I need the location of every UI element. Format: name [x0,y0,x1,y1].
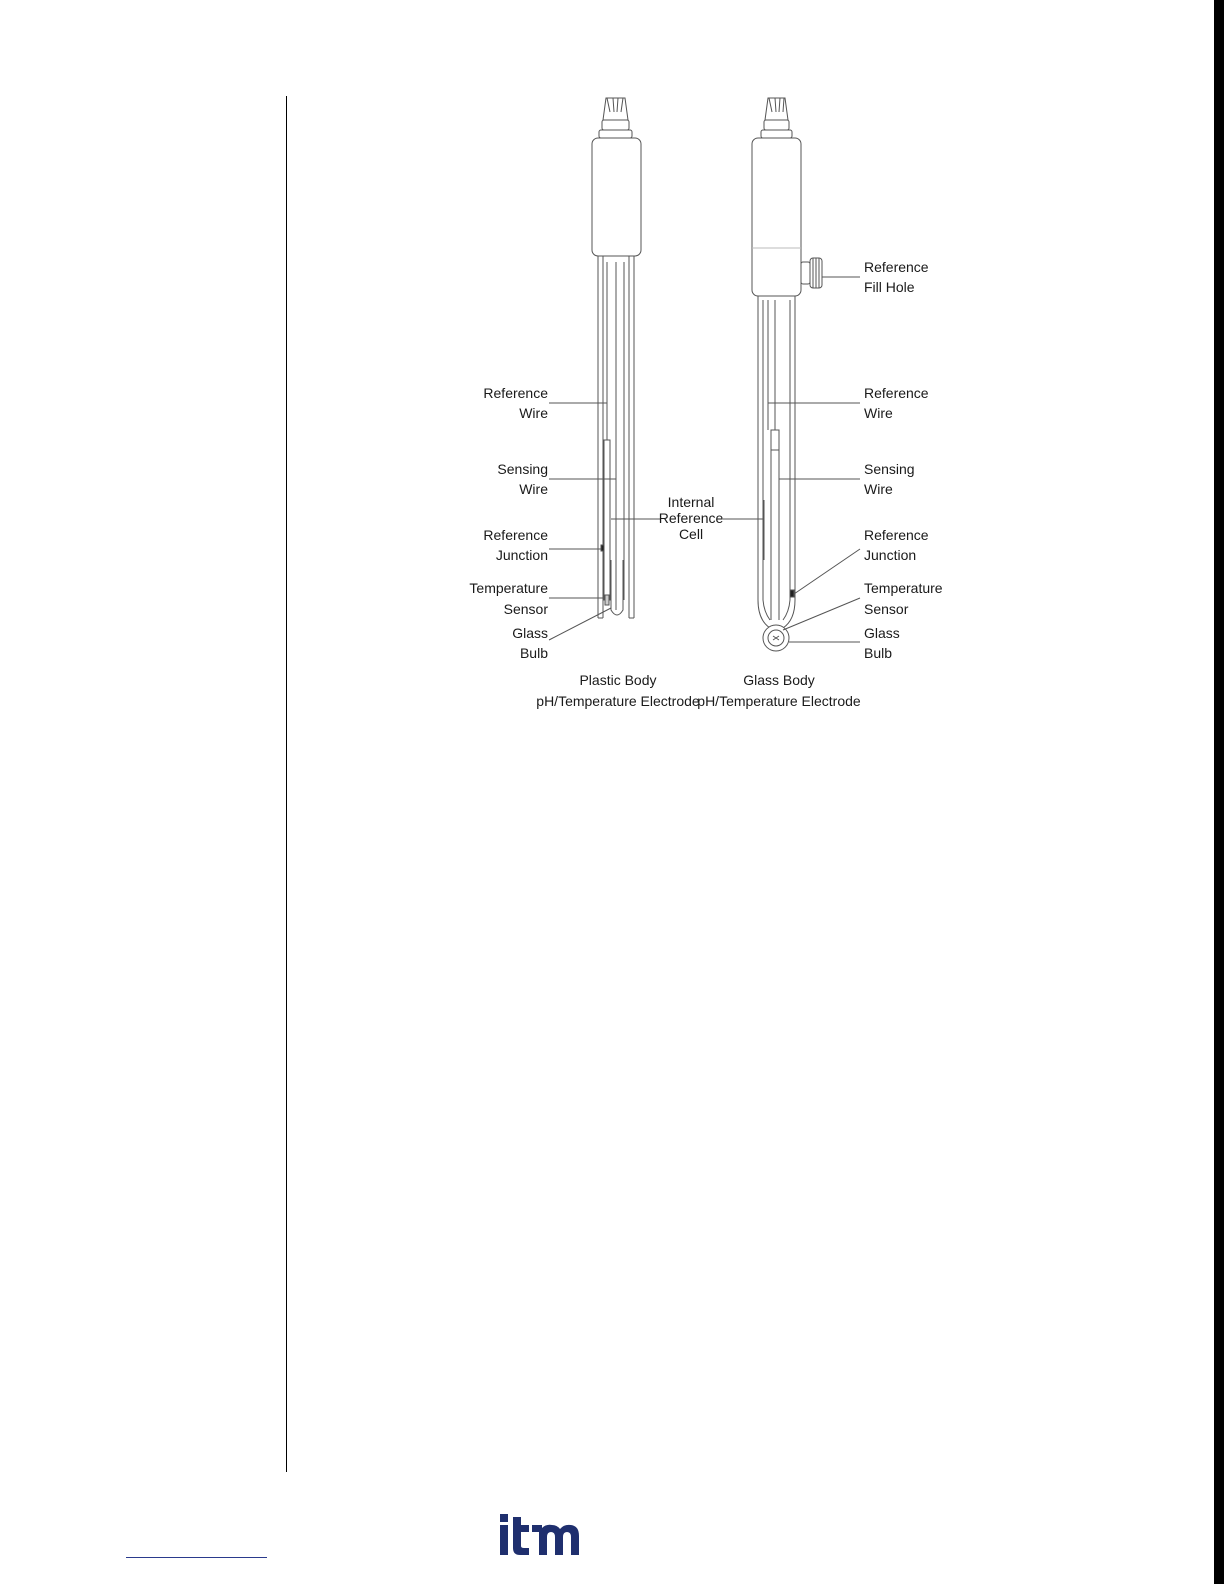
left-reference-junction-label-2: Junction [495,547,548,563]
footer-rule [126,1557,267,1558]
left-caption-line1: Plastic Body [579,672,657,688]
left-reference-wire-label-1: Reference [483,385,548,401]
right-caption-line2: pH/Temperature Electrode [697,693,861,709]
center-label-2: Reference [658,510,724,526]
right-glass-bulb-label-1: Glass [864,625,900,641]
right-reference-junction-label-2: Junction [864,547,917,563]
left-caption-line2: pH/Temperature Electrode [536,693,700,709]
left-temperature-sensor-label-2: Sensor [503,601,548,617]
right-temperature-sensor-label-2: Sensor [864,601,909,617]
left-glass-bulb-label-2: Bulb [519,645,548,661]
right-caption-line1: Glass Body [743,672,815,688]
right-fill-hole-label-2: Fill Hole [864,279,915,295]
glass-body-electrode [752,98,822,651]
center-label-1: Internal [667,494,715,510]
right-sensing-wire-label-2: Wire [864,481,893,497]
right-fill-hole-label-1: Reference [864,259,929,275]
right-glass-bulb-label-2: Bulb [864,645,893,661]
right-reference-junction-label-1: Reference [864,527,929,543]
left-temperature-sensor-label-1: Temperature [469,580,548,596]
plastic-body-electrode [592,98,641,618]
right-temperature-sensor-label-1: Temperature [864,580,943,596]
right-reference-wire-label-2: Wire [864,405,893,421]
left-reference-junction-label-1: Reference [483,527,548,543]
left-glass-bulb-label-1: Glass [512,625,548,641]
right-reference-wire-label-1: Reference [864,385,929,401]
left-sensing-wire-label-1: Sensing [497,461,548,477]
left-sensing-wire-label-2: Wire [519,481,548,497]
right-leader-lines [768,277,860,642]
center-label-3: Cell [678,526,704,542]
left-reference-wire-label-2: Wire [519,405,548,421]
itm-logo [498,1512,592,1558]
right-sensing-wire-label-1: Sensing [864,461,915,477]
